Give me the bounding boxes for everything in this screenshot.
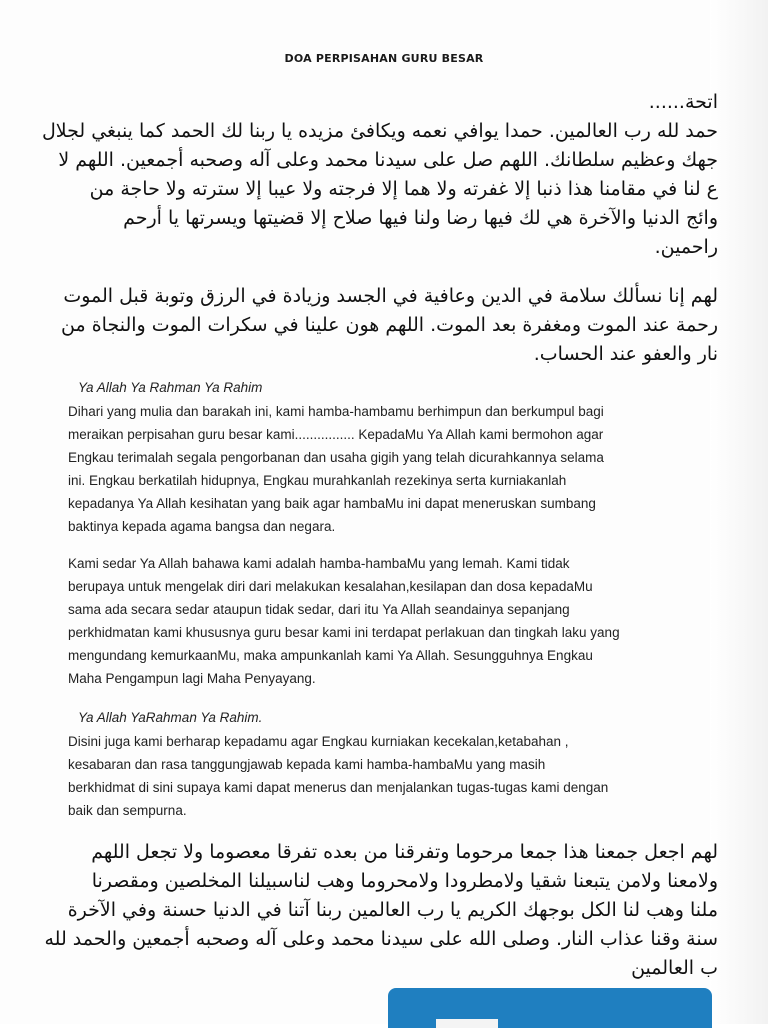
paragraph-line: Engkau terimalah segala pengorbanan dan usaha gigih yang telah dicurahkannya selama (68, 450, 604, 465)
document-title: DOA PERPISAHAN GURU BESAR (284, 52, 484, 65)
paragraph-2 (68, 552, 728, 690)
paragraph-line: perkhidmatan kami khususnya guru besar kami ini terdapat perlakuan dan tingkah laku yang (68, 625, 620, 640)
paragraph-line: kepadanya Ya Allah kesihatan yang baik agar hambaMu ini dapat meneruskan sumbang (68, 496, 596, 511)
arabic-line: نار والعفو عند الحساب. (533, 343, 718, 365)
arabic-line: رحمة عند الموت ومغفرة بعد الموت. اللهم هون علينا في سكرات الموت والنجاة من (61, 314, 718, 336)
section-heading-1: Ya Allah Ya Rahman Ya Rahim (78, 380, 263, 395)
arabic-line: سنة وقنا عذاب النار. وصلى الله على سيدنا محمد وعلى آله وصحبه أجمعين والحمد لله (44, 928, 718, 950)
arabic-second-prayer (61, 282, 718, 369)
arabic-line: جهك وعظيم سلطانك. اللهم صل على سيدنا محمد وعلى آله وصحبه أجمعين. اللهم لا (58, 149, 718, 171)
paragraph-line: Maha Pengampun lagi Maha Penyayang. (68, 671, 316, 686)
blue-overlay-tab[interactable] (388, 988, 712, 1028)
paragraph-line: Disini juga kami berharap kepadamu agar Engkau kurniakan kecekalan,ketabahan , (68, 734, 569, 749)
arabic-opening-prayer (42, 88, 718, 262)
paragraph-line: berupaya untuk mengelak diri dari melakukan kesalahan,kesilapan dan dosa kepadaMu (68, 579, 593, 594)
paragraph-line: berkhidmat di sini supaya kami dapat menerus dan menjalankan tugas-tugas kami dengan (68, 780, 609, 795)
paragraph-line: kesabaran dan rasa tanggungjawab kepada kami hamba-hambaMu yang masih (68, 757, 546, 772)
arabic-line: لهم اجعل جمعنا هذا جمعا مرحوما وتفرقنا من بعده تفرقا معصوما ولا تجعل اللهم (91, 841, 718, 863)
paragraph-line: mengundang kemurkaanMu, maka ampunkanlah kami Ya Allah. Sesungguhnya Engkau (68, 648, 593, 663)
paragraph-line: baktinya kepada agama bangsa dan negara. (68, 519, 336, 534)
arabic-line: ب العالمين (631, 957, 718, 979)
paragraph-line: Dihari yang mulia dan barakah ini, kami hamba-hambamu berhimpun dan berkumpul bagi (68, 404, 604, 419)
arabic-line: حمد لله رب العالمين. حمدا يوافي نعمه ويكافئ مزيده يا ربنا لك الحمد كما ينبغي لجلال (41, 120, 718, 142)
arabic-closing-prayer (45, 838, 719, 983)
arabic-line: ع لنا في مقامنا هذا ذنبا إلا غفرته ولا هما إلا فرجته ولا عيبا إلا سترته ولا حاجة من (89, 178, 718, 200)
paragraph-line: ini. Engkau berkatilah hidupnya, Engkau murahkanlah rezekinya serta kurniakanlah (68, 473, 567, 488)
paragraph-line: meraikan perpisahan guru besar kami................ KepadaMu Ya Allah kami bermohon agar (68, 427, 604, 442)
arabic-line: لهم إنا نسألك سلامة في الدين وعافية في الجسد وزيادة في الرزق وتوبة قبل الموت (63, 285, 718, 307)
paragraph-line: baik dan sempurna. (68, 803, 187, 818)
section-heading-2: Ya Allah YaRahman Ya Rahim. (78, 710, 263, 725)
arabic-line: راحمين. (654, 236, 718, 258)
paragraph-line: sama ada secara sedar ataupun tidak sedar, dari itu Ya Allah seandainya sepanjang (68, 602, 570, 617)
arabic-line: وائج الدنيا والآخرة هي لك فيها رضا ولنا فيها صلاح إلا قضيتها ويسرتها يا أرحم (123, 207, 718, 229)
arabic-line: ملنا وهب لنا الكل بوجهك الكريم يا رب العالمين ربنا آتنا في الدنيا حسنة وفي الآخرة (67, 899, 718, 921)
arabic-line: اتحة...... (648, 91, 718, 113)
arabic-line: ولامعنا ولامن يتبعنا شقيا ولامطرودا ولامحروما وهب لناسبيلنا المخلصين ومقصرنا (91, 870, 718, 892)
paragraph-1 (68, 400, 728, 538)
paragraph-3 (68, 730, 728, 822)
paragraph-line: Kami sedar Ya Allah bahawa kami adalah hamba-hambaMu yang lemah. Kami tidak (68, 556, 570, 571)
